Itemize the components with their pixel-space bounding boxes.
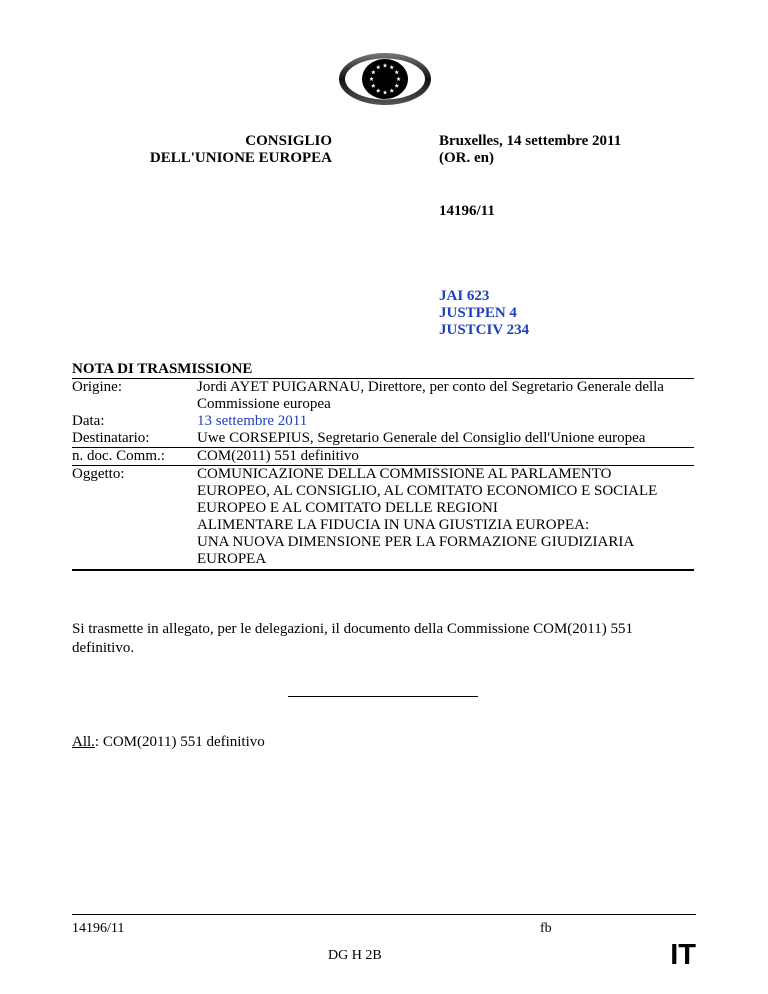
note-row-subject: [72, 466, 694, 571]
body-text-line2: definitivo.: [72, 640, 135, 656]
document-number: 14196/11: [439, 203, 495, 219]
council-name-line1: CONSIGLIO: [245, 133, 332, 149]
note-row-date: [72, 413, 694, 430]
subject-value-line: EUROPEA: [197, 551, 267, 567]
note-table: [72, 378, 694, 571]
code-jai[interactable]: JAI 623: [439, 288, 490, 304]
footer-initials: fb: [540, 921, 552, 936]
subject-value-line: ALIMENTARE LA FIDUCIA IN UNA GIUSTIZIA EUROPEA:: [197, 517, 590, 533]
date-label: Data:: [72, 413, 105, 429]
subject-value-line: UNA NUOVA DIMENSIONE PER LA FORMAZIONE GIUDIZIARIA: [197, 534, 635, 550]
annex-value: : COM(2011) 551 definitivo: [94, 734, 265, 750]
note-row-doc: [72, 448, 694, 466]
recipient-value: Uwe CORSEPIUS, Segretario Generale del Consiglio dell'Unione europea: [197, 430, 646, 446]
footer-doc-number: 14196/11: [72, 921, 125, 936]
subject-value-line: EUROPEO, AL CONSIGLIO, AL COMITATO ECONOMICO E SOCIALE: [197, 483, 658, 499]
origin-value-line: Commissione europea: [197, 396, 331, 412]
origin-value-line: Jordi AYET PUIGARNAU, Direttore, per conto del Segretario Generale della: [197, 379, 664, 395]
origin-label: Origine:: [72, 379, 197, 414]
subject-value-line: COMUNICAZIONE DELLA COMMISSIONE AL PARLAMENTO: [197, 466, 612, 482]
footer-divider: [72, 914, 696, 915]
place-date: Bruxelles, 14 settembre 2011: [439, 133, 622, 149]
footer-language-code: IT: [670, 939, 696, 971]
classification-codes: [439, 288, 529, 339]
council-name: [140, 133, 332, 167]
commission-doc-value: COM(2011) 551 definitivo: [197, 448, 694, 466]
commission-doc-label: n. doc. Comm.:: [72, 448, 197, 466]
annex-label: All.: [72, 734, 95, 750]
section-divider: [288, 696, 478, 697]
date-value[interactable]: 13 settembre 2011: [197, 413, 308, 429]
subject-value: [197, 466, 694, 571]
original-language: (OR. en): [439, 150, 494, 166]
council-name-line2: DELL'UNIONE EUROPEA: [149, 150, 332, 166]
code-justpen[interactable]: JUSTPEN 4: [439, 305, 517, 321]
annex-line: [72, 734, 265, 751]
recipient-label: Destinatario:: [72, 430, 150, 446]
code-justciv[interactable]: JUSTCIV 234: [439, 322, 530, 338]
subject-value-line: EUROPEO E AL COMITATO DELLE REGIONI: [197, 500, 498, 516]
body-text-line1: Si trasmette in allegato, per le delegazioni, il documento della Commissione COM(2011) 551: [72, 621, 633, 637]
note-title: NOTA DI TRASMISSIONE: [72, 361, 253, 377]
eu-council-logo-icon: [338, 52, 432, 106]
footer-directorate: DG H 2B: [328, 948, 382, 963]
origin-value: [197, 379, 694, 414]
transmission-note: [72, 360, 694, 571]
note-row-origin: [72, 379, 694, 414]
place-date-block: [439, 133, 621, 167]
subject-label: Oggetto:: [72, 466, 197, 571]
body-paragraph: [72, 620, 694, 658]
note-row-recipient: [72, 430, 694, 448]
